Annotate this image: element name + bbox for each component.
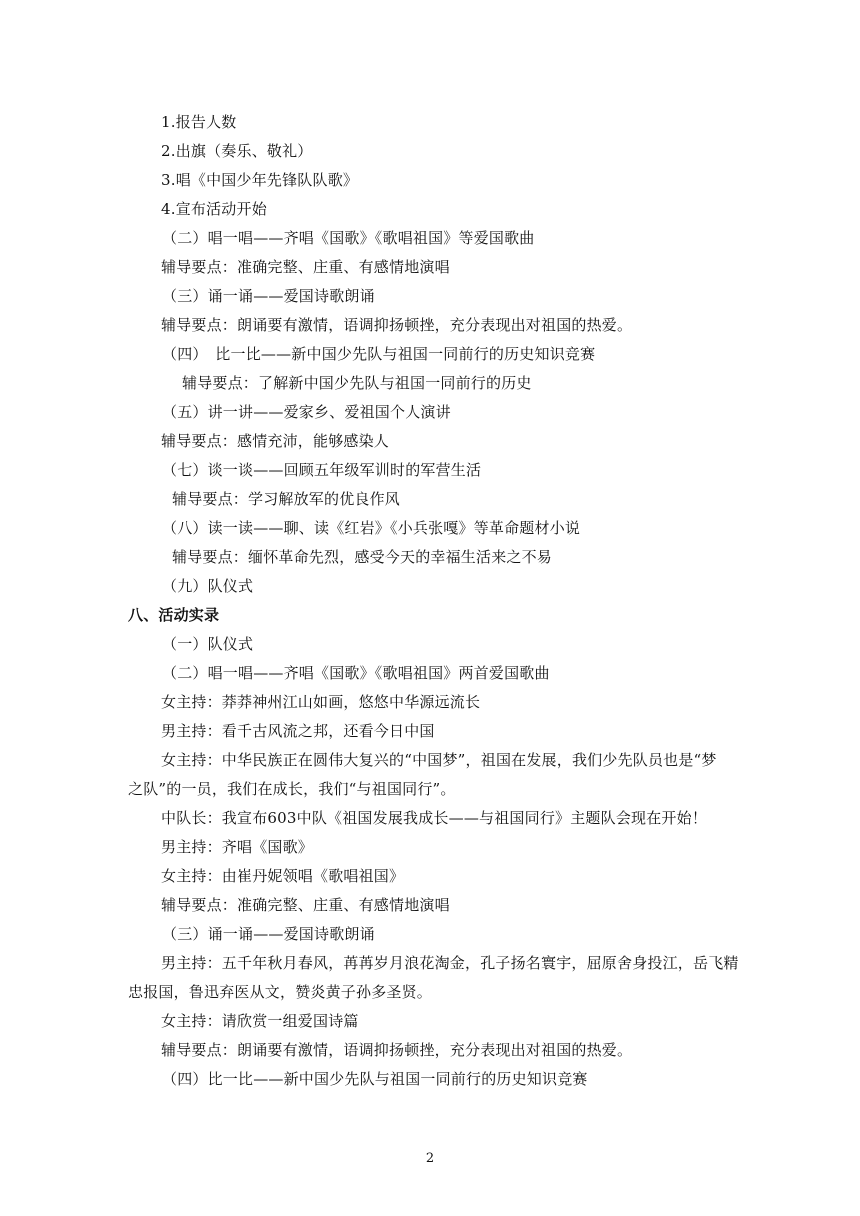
text-line: 辅导要点：了解新中国少先队与祖国一同前行的历史 xyxy=(182,374,532,392)
section-heading: （二）唱一唱——齐唱《国歌》《歌唱祖国》两首爱国歌曲 xyxy=(162,664,550,682)
text-line: 男主持：齐唱《国歌》 xyxy=(161,838,314,856)
text-line: 女主持：中华民族正在圆伟大复兴的“中国梦”，祖国在发展，我们少先队员也是“梦 xyxy=(161,751,717,769)
text-line: 辅导要点：感情充沛，能够感染人 xyxy=(161,432,390,450)
section-heading: （三）诵一诵——爱国诗歌朗诵 xyxy=(162,925,375,943)
text-line: 女主持：由崔丹妮领唱《歌唱祖国》 xyxy=(161,867,405,885)
section-heading: （一）队仪式 xyxy=(162,635,254,653)
text-line: 3.唱《中国少年先锋队队歌》 xyxy=(161,171,359,189)
section-heading: （八）读一读——聊、读《红岩》《小兵张嘎》等革命题材小说 xyxy=(162,519,581,537)
text-line: 女主持：莽莽神州江山如画，悠悠中华源远流长 xyxy=(161,693,481,711)
text-line: 辅导要点：准确完整、庄重、有感情地演唱 xyxy=(161,258,450,276)
text-line: 辅导要点：缅怀革命先烈，感受今天的幸福生活来之不易 xyxy=(172,548,553,566)
text-line: 辅导要点：准确完整、庄重、有感情地演唱 xyxy=(161,896,450,914)
section-heading: （九）队仪式 xyxy=(162,577,254,595)
section-heading: （四）比一比——新中国少先队与祖国一同前行的历史知识竞赛 xyxy=(162,1070,588,1088)
text-line: 男主持：五千年秋月春风，苒苒岁月浪花淘金，孔子扬名寰宇，屈原舍身投江，岳飞精 xyxy=(161,954,739,972)
page-number: 2 xyxy=(425,1151,435,1166)
text-line: 女主持：请欣赏一组爱国诗篇 xyxy=(161,1012,359,1030)
section-heading: （二）唱一唱——齐唱《国歌》《歌唱祖国》等爱国歌曲 xyxy=(162,229,535,247)
text-line: 男主持：看千古风流之邦，还看今日中国 xyxy=(161,722,435,740)
text-line: 之队”的一员，我们在成长，我们“与祖国同行”。 xyxy=(128,780,456,798)
text-line: 2.出旗（奏乐、敬礼） xyxy=(161,142,313,160)
text-line: 辅导要点：朗诵要有激情，语调抑扬顿挫，充分表现出对祖国的热爱。 xyxy=(161,1041,633,1059)
text-line: 中队长：我宣布603中队《祖国发展我成长——与祖国同行》主题队会现在开始！ xyxy=(161,809,708,827)
text-line: 辅导要点：朗诵要有激情，语调抑扬顿挫，充分表现出对祖国的热爱。 xyxy=(161,316,633,334)
text-line: 1.报告人数 xyxy=(161,113,237,131)
text-line: 忠报国，鲁迅弃医从文，赞炎黄子孙多圣贤。 xyxy=(128,983,433,1001)
text-line: 4.宣布活动开始 xyxy=(161,200,267,218)
section-heading: （五）讲一讲——爱家乡、爱祖国个人演讲 xyxy=(162,403,451,421)
section-heading: （七）谈一谈——回顾五年级军训时的军营生活 xyxy=(162,461,482,479)
chapter-heading: 八、活动实录 xyxy=(128,606,220,624)
section-heading: （三）诵一诵——爱国诗歌朗诵 xyxy=(162,287,375,305)
section-heading: （四） 比一比——新中国少先队与祖国一同前行的历史知识竞赛 xyxy=(162,345,596,363)
text-line: 辅导要点：学习解放军的优良作风 xyxy=(172,490,401,508)
